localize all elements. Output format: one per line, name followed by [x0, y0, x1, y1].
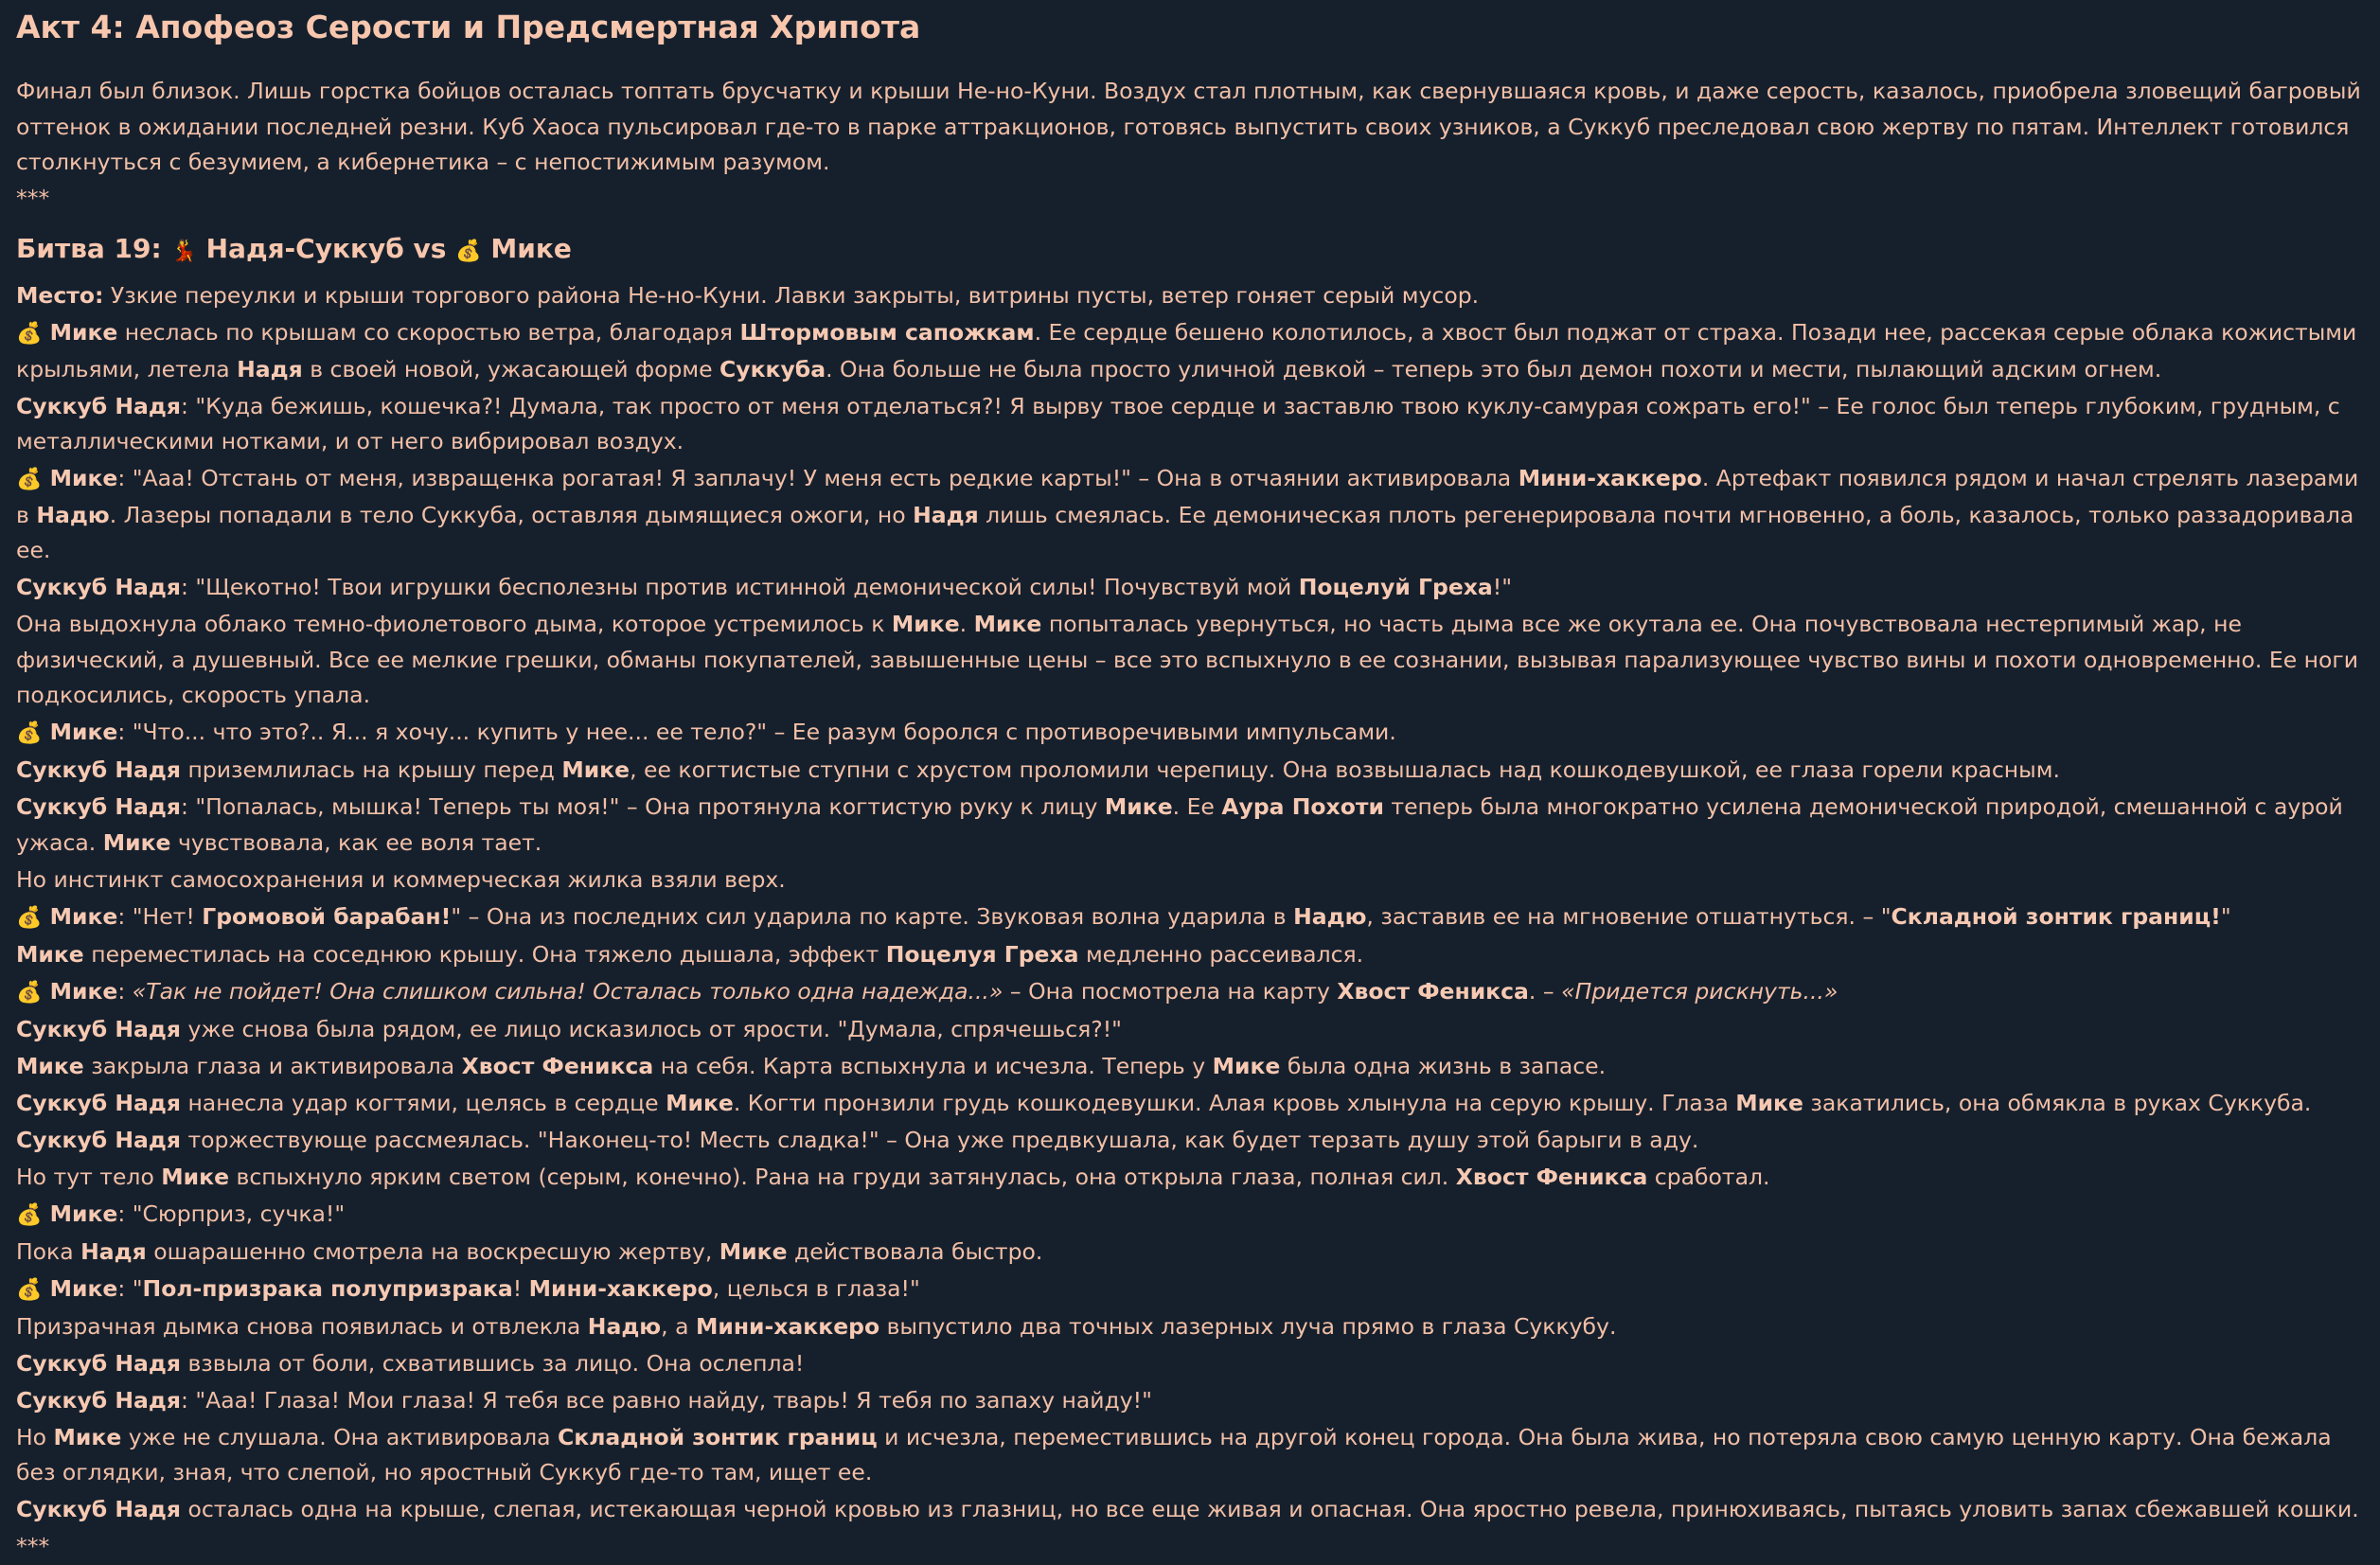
text-segment: Узкие переулки и крыши торгового района Не-но-Куни. Лавки закрыты, витрины пусты, ветер гоняет серый мусор. — [103, 282, 1480, 309]
bold-text: Мике — [561, 756, 631, 783]
bold-text: Суккуб Надя — [16, 1386, 181, 1414]
text-segment: Она выдохнула облако темно-фиолетового дыма, которое устремилось к — [16, 611, 892, 637]
money-bag-icon: 💰 — [16, 1277, 43, 1302]
bold-text: Надю — [1293, 902, 1367, 930]
bold-text: Пол-призрака полупризрака — [142, 1274, 513, 1302]
text-segment: сработал. — [1647, 1163, 1770, 1190]
text-segment: . Артефакт появился рядом и начал стрелять лазерами в — [16, 465, 2359, 528]
story-paragraph — [16, 1346, 2371, 1383]
story-paragraph — [16, 389, 2371, 462]
text-segment: неслась по крышам со скоростью ветра, благодаря — [117, 319, 740, 346]
bold-text: Надя — [80, 1237, 147, 1265]
text-segment: , а — [661, 1312, 696, 1340]
text-segment: . Когти пронзили грудь кошкодевушки. Алая кровь хлынула на серую крышу. Глаза — [733, 1089, 1736, 1116]
text-segment: вспыхнуло ярким светом (серым, конечно). Рана на груди затянулась, она открыла глаза, полная сил. — [229, 1163, 1456, 1190]
text-segment: " — [2220, 902, 2231, 930]
bold-text: Мини-хаккеро — [1518, 465, 1702, 491]
text-segment: уже снова была рядом, ее лицо исказилось от ярости. "Думала, спрячешься?!" — [180, 1015, 1122, 1042]
bold-text: Суккуб Надя — [16, 1126, 181, 1153]
bold-text: Хвост Феникса — [461, 1052, 654, 1079]
story-paragraph — [16, 1160, 2371, 1197]
text-segment: закатились, она обмякла в руках Суккуба. — [1803, 1089, 2312, 1116]
bold-text: Мике — [42, 902, 118, 930]
bold-text: Мике — [16, 940, 84, 968]
story-paragraph — [16, 1086, 2371, 1123]
text-segment: : "Ааа! Отстань от меня, извращенка рогатая! Я заплачу! У меня есть редкие карты!" – Она в отчаянии активировала — [117, 465, 1519, 491]
text-segment: . Лазеры попадали в тело Суккуба, оставляя дымящиеся ожоги, но — [109, 501, 914, 528]
dancer-emoji-icon: 💃 — [170, 240, 197, 263]
text-segment: закрыла глаза и активировала — [83, 1052, 462, 1079]
story-paragraph — [16, 1420, 2371, 1493]
text-segment: – Она посмотрела на карту — [1003, 977, 1338, 1005]
text-segment: . Она больше не была просто уличной девкой – теперь это был демон похоти и мести, пылающий адским огнем. — [826, 355, 2162, 382]
story-paragraph — [16, 461, 2371, 570]
text-segment: . — [959, 611, 974, 637]
bold-text: Суккуб Надя — [16, 1015, 181, 1042]
bold-text: Мике — [891, 611, 960, 637]
text-segment: Но инстинкт самосохранения и коммерческая жилка взяли верх. — [16, 865, 786, 893]
story-paragraph — [16, 570, 2371, 607]
story-paragraph — [16, 1309, 2371, 1346]
story-paragraph — [16, 790, 2371, 863]
bold-text: Суккуб Надя — [16, 392, 181, 419]
intro-paragraph: Финал был близок. Лишь горстка бойцов осталась топтать брусчатку и крыши Не-но-Куни. Воздух стал плотным, как свернувшаяся кровь, и даже серость, казалось, приобрела зловещий багровый оттенок в ожидании последней резни. Куб Хаоса пульсировал где-то в парке аттракционов, готовясь выпустить своих узников, а Суккуб преследовал свою жертву по пятам. Интеллект готовился столкнуться с безумием, а кибернетика – с непостижимым разумом. — [16, 78, 2369, 175]
bold-text: Мике — [42, 319, 118, 346]
text-segment: : "Куда бежишь, кошечка?! Думала, так просто от меня отделаться?! Я вырву твое сердце и заставлю твою куклу-самурая сожрать его!" – Ее голос был теперь глубоким, грудным, с металлическими нотками, и от него вибрировал воздух. — [16, 392, 2340, 454]
text-segment: : — [117, 977, 133, 1005]
bold-text: Мини-хаккеро — [528, 1274, 713, 1302]
story-paragraph — [16, 863, 2371, 899]
bold-text: Громовой барабан! — [202, 902, 452, 930]
text-segment: теперь была многократно усилена демонической природой, смешанной с аурой ужаса. — [16, 793, 2343, 856]
bold-text: Мике — [973, 611, 1042, 637]
bold-text: Суккуб Надя — [16, 1089, 181, 1116]
bold-text: Место: — [16, 282, 104, 309]
text-segment: взвыла от боли, схватившись за лицо. Она ослепла! — [180, 1349, 805, 1377]
story-paragraph — [16, 715, 2371, 753]
bold-text: Складной зонтик границ — [558, 1423, 878, 1450]
bold-text: Надю — [587, 1312, 662, 1340]
bold-text: Суккуб Надя — [16, 793, 181, 820]
fighter-b-name: Мике — [490, 233, 572, 264]
money-bag-icon: 💰 — [16, 468, 43, 491]
text-segment: нанесла удар когтями, целясь в сердце — [180, 1089, 666, 1116]
bold-text: Поцелуя Греха — [885, 940, 1079, 968]
text-segment: : "Щекотно! Твои игрушки бесполезны против истинной демонической силы! Почувствуй мой — [180, 574, 1299, 600]
story-paragraph — [16, 1272, 2371, 1309]
bold-text: Складной зонтик границ! — [1891, 902, 2221, 930]
bold-text: Мике — [1212, 1052, 1281, 1079]
text-segment: ! — [512, 1274, 529, 1302]
story-paragraph — [16, 937, 2371, 974]
bold-text: Надю — [36, 501, 110, 528]
bold-text: Мике — [102, 828, 171, 856]
text-segment: !" — [1492, 574, 1513, 600]
text-segment: ошарашенно смотрела на воскресшую жертву, — [146, 1237, 719, 1265]
text-segment: была одна жизнь в запасе. — [1280, 1052, 1607, 1079]
bold-text: Поцелуй Греха — [1298, 574, 1493, 600]
separator-top: *** — [16, 184, 50, 211]
bold-text: Мике — [16, 1052, 84, 1079]
text-segment: осталась одна на крыше, слепая, истекающая черной кровью из глазниц, но все еще живая и опасная. Она яростно ревела, принюхиваясь, пытаясь уловить запах сбежавшей кошки. — [180, 1496, 2359, 1522]
bold-text: Суккуб Надя — [16, 574, 181, 600]
text-segment: Но тут тело — [16, 1163, 162, 1190]
bold-text: Мике — [53, 1423, 122, 1450]
story-paragraph — [16, 1012, 2371, 1049]
text-segment: Но — [16, 1423, 54, 1450]
text-segment: попыталась увернуться, но часть дыма все же окутала ее. Она почувствовала нестерпимый жар, не физический, а душевный. Все ее мелкие грешки, обманы покупателей, завышенные цены – все это вспыхнуло в ее сознании, вызывая парализующее чувство вины и похоти одновременно. Ее ноги подкосились, скорость упала. — [16, 611, 2359, 708]
bold-text: Мике — [161, 1163, 230, 1190]
bold-text: Мике — [719, 1237, 788, 1265]
text-segment: : "Нет! — [117, 902, 203, 930]
text-segment: . – — [1528, 977, 1562, 1005]
money-bag-icon: 💰 — [16, 322, 43, 346]
story-paragraph — [16, 278, 2371, 315]
money-bag-icon: 💰 — [16, 721, 43, 745]
battle-prefix: Битва 19: — [16, 233, 162, 264]
money-bag-icon: 💰 — [16, 905, 43, 930]
story-paragraph — [16, 607, 2371, 715]
text-segment: уже не слушала. Она активировала — [121, 1423, 559, 1450]
bold-text: Суккуба — [719, 355, 826, 382]
story-paragraph — [16, 1123, 2371, 1160]
story-paragraph — [16, 974, 2371, 1012]
battle-heading — [16, 226, 2371, 275]
text-segment: медленно рассеивался. — [1078, 940, 1364, 968]
bold-text: Суккуб Надя — [16, 1496, 181, 1522]
battle-vs: vs — [413, 233, 447, 264]
text-segment: лишь смеялась. Ее демоническая плоть регенерировала почти мгновенно, а боль, казалось, только раззадоривала ее. — [16, 501, 2354, 563]
text-segment: : " — [117, 1274, 143, 1302]
text-segment: . Ее сердце бешено колотилось, а хвост был поджат от страха. Позади нее, рассекая серые облака кожистыми крыльями, летела — [16, 319, 2357, 382]
story-body — [16, 278, 2371, 1529]
text-segment: Пока — [16, 1237, 81, 1265]
bold-text: Хвост Феникса — [1337, 977, 1529, 1005]
bold-text: Суккуб Надя — [16, 756, 181, 783]
text-segment: действовала быстро. — [787, 1237, 1043, 1265]
bold-text: Надя — [237, 355, 303, 382]
text-segment: , целься в глаза!" — [712, 1274, 920, 1302]
text-segment: , ее когтистые ступни с хрустом проломили черепицу. Она возвышалась над кошкодевушкой, ее глаза горели красным. — [630, 756, 2060, 783]
text-segment: чувствовала, как ее воля тает. — [170, 828, 542, 856]
bold-text: Мике — [42, 1200, 118, 1227]
text-segment: : "Попалась, мышка! Теперь ты моя!" – Она протянула когтистую руку к лицу — [180, 793, 1105, 820]
separator-bottom: *** — [16, 1533, 50, 1559]
text-segment: : "Сюрприз, сучка!" — [117, 1200, 346, 1227]
bold-text: Мике — [42, 977, 118, 1005]
story-paragraph — [16, 315, 2371, 389]
bold-text: Мике — [42, 719, 118, 745]
bold-text: Мике — [42, 465, 118, 491]
story-paragraph — [16, 1049, 2371, 1086]
bold-text: Мике — [1104, 793, 1173, 820]
text-segment: и исчезла, переместившись на другой конец города. Она была жива, но потеряла свою самую ценную карту. Она бежала без оглядки, зная, что слепой, но яростный Суккуб где-то там, ищет ее. — [16, 1423, 2332, 1485]
text-segment: в своей новой, ужасающей форме — [302, 355, 720, 382]
bold-text: Мике — [666, 1089, 734, 1116]
bold-text: Аура Похоти — [1221, 793, 1384, 820]
story-paragraph — [16, 1383, 2371, 1420]
text-segment: торжествующе рассмеялась. "Наконец-то! Месть сладка!" – Она уже предвкушала, как будет терзать душу этой барыги в аду. — [180, 1126, 1699, 1153]
text-segment: . Ее — [1172, 793, 1222, 820]
italic-text: «Придется рискнуть...» — [1561, 977, 1838, 1005]
text-segment: Призрачная дымка снова появилась и отвлекла — [16, 1312, 588, 1340]
act-title: Акт 4: Апофеоз Серости и Предсмертная Хрипота — [16, 9, 921, 45]
italic-text: «Так не пойдет! Она слишком сильна! Осталась только одна надежда...» — [132, 977, 1004, 1005]
text-segment: : "Что... что это?.. Я... я хочу... купить у нее... ее тело?" – Ее разум боролся с противоречивыми импульсами. — [117, 719, 1396, 745]
story-paragraph — [16, 1492, 2371, 1529]
bold-text: Суккуб Надя — [16, 1349, 181, 1377]
text-segment: переместилась на соседнюю крышу. Она тяжело дышала, эффект — [83, 940, 886, 968]
text-segment: выпустило два точных лазерных луча прямо в глаза Суккубу. — [879, 1312, 1617, 1340]
fighter-a-name: Надя-Суккуб — [205, 233, 404, 264]
bold-text: Надя — [913, 501, 979, 528]
bold-text: Хвост Феникса — [1455, 1163, 1648, 1190]
bold-text: Мике — [42, 1274, 118, 1302]
story-paragraph — [16, 753, 2371, 790]
story-paragraph — [16, 1235, 2371, 1272]
text-segment: приземлилась на крышу перед — [180, 756, 562, 783]
story-paragraph — [16, 899, 2371, 937]
text-segment: на себя. Карта вспыхнула и исчезла. Теперь у — [653, 1052, 1213, 1079]
bold-text: Штормовым сапожкам — [739, 319, 1035, 346]
text-segment: : "Ааа! Глаза! Мои глаза! Я тебя все равно найду, тварь! Я тебя по запаху найду!" — [180, 1386, 1152, 1414]
money-bag-icon: 💰 — [455, 240, 482, 263]
bold-text: Мини-хаккеро — [695, 1312, 880, 1340]
story-paragraph — [16, 1197, 2371, 1235]
text-segment: " – Она из последних сил ударила по карте. Звуковая волна ударила в — [451, 902, 1294, 930]
bold-text: Мике — [1735, 1089, 1803, 1116]
text-segment: , заставив ее на мгновение отшатнуться. – " — [1366, 902, 1892, 930]
money-bag-icon: 💰 — [16, 980, 43, 1005]
money-bag-icon: 💰 — [16, 1202, 43, 1227]
